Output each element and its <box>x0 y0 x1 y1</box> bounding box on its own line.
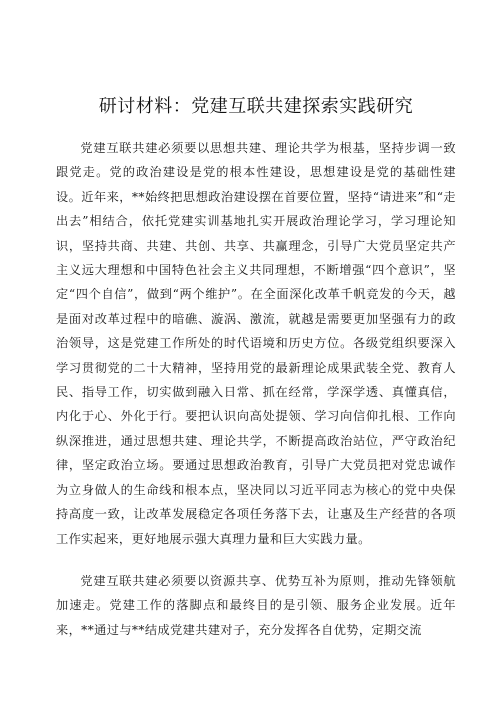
document-title: 研讨材料：党建互联共建探索实践研究 <box>98 96 414 117</box>
body-paragraph-2: 党建互联共建必须要以资源共享、优势互补为原则，推动先锋领航加速走。党建工作的落脚点和最终目的是引领、服务企业发展。近年来，**通过与**结成党建共建对子，充分发挥各自优势，定期交流 <box>56 573 456 637</box>
body-paragraph-1: 党建互联共建必须要以思想共建、理论共学为根基，坚持步调一致跟党走。党的政治建设是党的根本性建设，思想建设是党的基础性建设。近年来，**始终把思想政治建设摆在首要位置，坚持“请进来”和“走出去”相结合，依托党建实训基地扎实开展政治理论学习，学习理论知识，坚持共商、共建、共创、共享、共赢理念，引导广大党员坚定共产主义远大理想和中国特色社会主义共同理想，不断增强“四个意识”，坚定“四个自信”，做到“两个维护”。在全面深化改革千帆竞发的今天，越是面对改革过程中的暗礁、漩涡、激流，就越是需要更加坚强有力的政治领导，这是党建工作所处的时代语境和历史方位。各级党组织要深入学习贯彻党的二十大精神，坚持用党的最新理论成果武装全党、教育人民、指导工作，切实做到融入日常、抓在经常，学深学透、真懂真信，内化于心、外化于行。要把认识向高处提领、学习向信仰扎根、工作向纵深推进，通过思想共建、理论共学，不断提高政治站位，严守政治纪律，坚定政治立场。要通过思想政治教育，引导广大党员把对党忠诚作为立身做人的生命线和根本点，坚决同以习近平同志为核心的党中央保持高度一致，让改革发展稳定各项任务落下去，让惠及生产经营的各项工作实起来，更好地展示强大真理力量和巨大实践力量。 <box>56 141 456 546</box>
